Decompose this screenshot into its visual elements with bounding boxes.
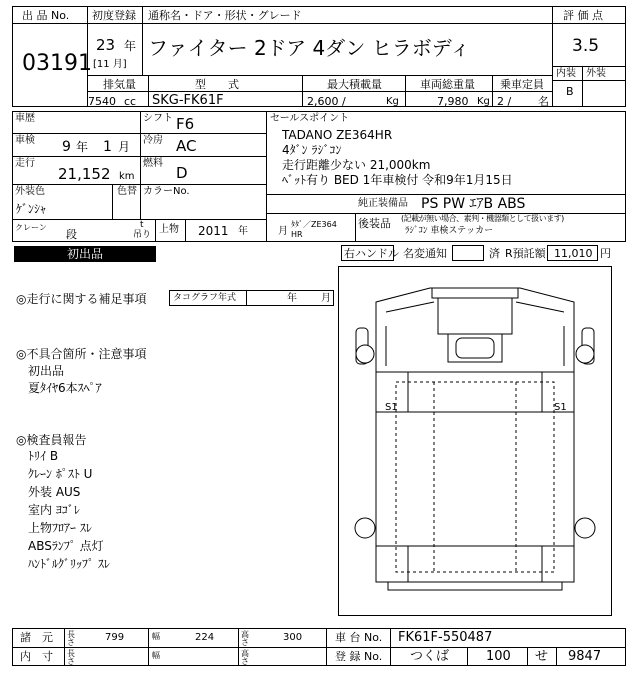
sales-points-title: セールスポイント — [270, 113, 350, 124]
dims-label: 諸 元 — [20, 631, 53, 644]
length-label: 長さ — [67, 630, 75, 647]
model-name: ファイター 2ドア 4ダン ヒラボディ — [148, 36, 471, 60]
width-label: 幅 — [152, 632, 160, 641]
score-label: 評 価 点 — [563, 9, 603, 22]
registration-label: 登 録 No. — [335, 650, 383, 663]
defect-item: 夏ﾀｲﾔ6本ｽﾍﾟｱ — [28, 381, 102, 395]
inspection-year-unit: 年 — [76, 140, 89, 154]
fuel-label: 燃料 — [143, 158, 163, 169]
registration-class: 100 — [486, 649, 511, 664]
inspector-item: ABSﾗﾝﾌﾟ 点灯 — [28, 539, 104, 553]
length-value: 799 — [105, 632, 125, 643]
first-listing-banner: 初出品 — [14, 246, 156, 262]
yen-label: 円 — [600, 247, 611, 260]
crane-stage: 段 — [66, 228, 77, 241]
interior-label: 内装 — [556, 68, 576, 79]
aftermarket-items: ﾗｼﾞｺﾝ 車検ステッカー — [405, 226, 494, 236]
max-load-unit: Kg — [386, 96, 399, 107]
gross-weight-value: 7,980 — [437, 95, 469, 108]
crane-ton: t — [140, 220, 144, 230]
body-label: 上物 — [159, 224, 179, 235]
shift-label: シフト — [143, 113, 173, 124]
cooling-label: 冷房 — [143, 135, 163, 146]
height-value: 300 — [283, 632, 303, 643]
score-value: 3.5 — [572, 36, 600, 56]
aftermarket-label: 後装品 — [358, 217, 391, 230]
interior-grade: B — [566, 85, 574, 98]
genuine-equipment: PS PW ｴｱB ABS — [421, 196, 526, 212]
gross-weight-unit: Kg — [477, 96, 490, 107]
registration-number: 9847 — [568, 649, 602, 664]
sales-point-line: 4ﾀﾞﾝ ﾗｼﾞｺﾝ — [282, 143, 342, 157]
genuine-equipment-label: 純正装備品 — [358, 198, 408, 209]
truck-diagram — [338, 266, 612, 616]
mileage-unit: km — [119, 171, 135, 182]
inspection-label: 車検 — [15, 135, 35, 146]
inspector-item: 室内 ﾖｺﾞﾚ — [28, 503, 80, 517]
damage-mark-right: S1 — [554, 402, 567, 413]
tachograph-label: タコグラフ年式 — [173, 293, 237, 303]
defect-item: 初出品 — [28, 364, 65, 378]
aftermarket-note: (記載が無い場合、素判・機器類として扱います) — [401, 214, 564, 223]
name-change-box — [452, 245, 484, 261]
crane-label: クレーン — [15, 223, 47, 232]
registration-kana: せ — [535, 649, 549, 664]
inner-height-label: 高さ — [241, 649, 249, 666]
model-code-label: 型 式 — [195, 78, 239, 91]
chassis-label: 車 台 No. — [335, 631, 383, 644]
body-model: ﾀﾀﾞ／ZE364 — [291, 220, 337, 229]
first-reg-label: 初度登録 — [92, 9, 136, 22]
width-value: 224 — [195, 632, 215, 643]
sales-point-line: ﾍﾞｯﾄ有り BED 1年車検付 令和9年1月15日 — [282, 173, 513, 187]
capacity-value: 2 / — [497, 95, 512, 108]
registration-area: つくば — [410, 649, 450, 664]
lot-label: 出 品 No. — [22, 9, 70, 22]
lot-number: 03191 — [22, 51, 92, 76]
sales-point-line: 走行距離少ない 21,000km — [282, 158, 431, 172]
model-code: SKG-FK61F — [152, 93, 224, 108]
model-name-label: 通称名・ドア・形状・グレード — [148, 9, 302, 22]
inspection-month-unit: 月 — [118, 140, 131, 154]
displacement-value: 7540 — [88, 95, 116, 108]
body-year: 2011 — [198, 224, 229, 238]
color-change-label: 色替 — [117, 186, 137, 197]
body-month-unit: 月 — [278, 226, 288, 237]
recycle-fee-label: R預託額 — [505, 247, 546, 260]
mileage-label: 走行 — [15, 158, 35, 169]
rhd-label: 右ハンドル — [344, 247, 399, 260]
tachograph-month-unit: 月 — [321, 293, 331, 304]
inner-length-label: 長さ — [67, 649, 75, 666]
exterior-label: 外装 — [586, 68, 606, 79]
inspection-month: 1 — [103, 139, 112, 155]
history-label: 車歴 — [15, 113, 35, 124]
first-reg-year-unit: 年 — [124, 39, 137, 53]
height-label: 高さ — [241, 630, 249, 647]
driving-notes-title: ◎走行に関する補足事項 — [16, 292, 147, 306]
inspector-item: ﾊﾝﾄﾞﾙｸﾞﾘｯﾌﾟ ｽﾚ — [28, 557, 110, 571]
capacity-label: 乗車定員 — [500, 78, 544, 91]
inspection-year: 9 — [62, 139, 71, 155]
inspector-item: ｸﾚｰﾝ ﾎﾟｽﾄ U — [28, 467, 93, 481]
displacement-unit: cc — [124, 95, 137, 108]
crane-lift: 吊り — [133, 230, 152, 240]
ext-color-value: ｹﾞﾝｼｬ — [16, 202, 47, 216]
ext-color-label: 外装色 — [15, 186, 45, 197]
first-reg-month: [11 月] — [93, 59, 127, 70]
damage-mark-left: S1 — [385, 402, 398, 413]
recycle-done-label: 済 — [489, 247, 500, 260]
cooling-value: AC — [176, 137, 197, 155]
mileage-value: 21,152 — [58, 165, 111, 183]
gross-weight-label: 車両総重量 — [420, 78, 475, 91]
body-year-unit: 年 — [238, 226, 248, 237]
inspector-item: 上物ﾌﾛｱｰ ｽﾚ — [28, 521, 92, 535]
recycle-fee-value: 11,010 — [554, 247, 593, 260]
max-load-value: 2,600 / — [307, 95, 346, 108]
shift-value: F6 — [176, 115, 195, 133]
inspector-item: ﾄﾘｲ B — [28, 449, 59, 463]
body-hr: HR — [291, 230, 303, 239]
inner-width-label: 幅 — [152, 651, 160, 660]
color-no-label: カラーNo. — [143, 186, 190, 197]
name-change-label: 名変通知 — [403, 247, 447, 260]
defects-title: ◎不具合箇所・注意事項 — [16, 347, 147, 361]
sales-point-line: TADANO ZE364HR — [282, 128, 393, 142]
fuel-value: D — [176, 164, 188, 182]
tachograph-year-unit: 年 — [287, 293, 297, 304]
inspector-item: 外装 AUS — [28, 485, 81, 499]
chassis-number: FK61F-550487 — [398, 630, 493, 645]
max-load-label: 最大積載量 — [327, 78, 382, 91]
capacity-unit: 名 — [538, 95, 549, 108]
first-reg-year: 23 — [96, 36, 116, 54]
displacement-label: 排気量 — [103, 78, 136, 91]
inner-dims-label: 内 寸 — [20, 650, 53, 663]
inspector-title: ◎検査員報告 — [16, 433, 87, 447]
